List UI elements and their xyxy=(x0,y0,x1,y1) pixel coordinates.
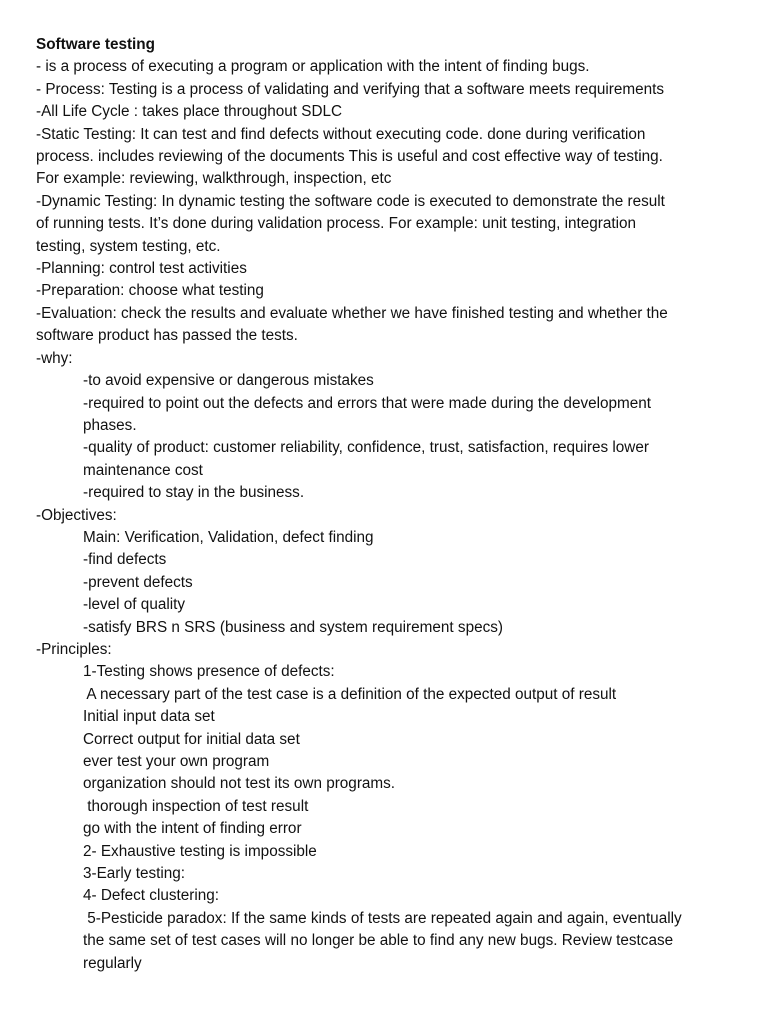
text-line: -Preparation: choose what testing xyxy=(36,282,264,300)
principles-item: regularly xyxy=(83,954,142,972)
why-item: -required to stay in the business. xyxy=(83,484,305,502)
principles-item: 1-Testing shows presence of defects: xyxy=(83,663,335,681)
text-line: -Dynamic Testing: In dynamic testing the software code is executed to demonstrate the result xyxy=(36,192,665,210)
objectives-item: -satisfy BRS n SRS (business and system requirement specs) xyxy=(83,618,503,636)
text-line: -Evaluation: check the results and evaluate whether we have finished testing and whether the xyxy=(36,304,668,322)
text-line: testing, system testing, etc. xyxy=(36,237,221,255)
objectives-item: Main: Verification, Validation, defect finding xyxy=(83,528,374,546)
principles-item: 3-Early testing: xyxy=(83,865,186,883)
why-item: -to avoid expensive or dangerous mistakes xyxy=(83,372,374,390)
why-item: maintenance cost xyxy=(83,461,203,479)
principles-item: 5-Pesticide paradox: If the same kinds of tests are repeated again and again, eventually xyxy=(83,909,682,927)
objectives-item: -find defects xyxy=(83,551,167,569)
text-line: For example: reviewing, walkthrough, inspection, etc xyxy=(36,170,392,188)
objectives-item: -prevent defects xyxy=(83,573,193,591)
principles-item: go with the intent of finding error xyxy=(83,820,302,838)
why-item: -quality of product: customer reliability, confidence, trust, satisfaction, requires lower xyxy=(83,439,649,457)
text-line: software product has passed the tests. xyxy=(36,327,298,345)
text-line: -Static Testing: It can test and find defects without executing code. done during verification xyxy=(36,125,646,143)
objectives-item: -level of quality xyxy=(83,596,186,614)
principles-item: ever test your own program xyxy=(83,753,270,770)
principles-item: Correct output for initial data set xyxy=(83,730,300,748)
text-line: - Process: Testing is a process of validating and verifying that a software meets requirements xyxy=(36,80,665,98)
text-line: - is a process of executing a program or application with the intent of finding bugs. xyxy=(36,58,590,76)
principles-item: Initial input data set xyxy=(83,708,215,726)
principles-item: A necessary part of the test case is a definition of the expected output of result xyxy=(83,685,617,703)
principles-item: 2- Exhaustive testing is impossible xyxy=(83,842,317,860)
document-page xyxy=(36,34,736,975)
text-line: process. includes reviewing of the documents This is useful and cost effective way of testing. xyxy=(36,148,663,166)
principles-item: 4- Defect clustering: xyxy=(83,887,220,905)
principles-item: the same set of test cases will no longer be able to find any new bugs. Review testcase xyxy=(83,932,674,950)
document-title: Software testing xyxy=(36,36,155,53)
why-item: phases. xyxy=(83,416,137,434)
principles-heading: -Principles: xyxy=(36,640,112,658)
principles-item: thorough inspection of test result xyxy=(83,797,309,815)
why-heading: -why: xyxy=(36,349,73,367)
text-line: of running tests. It’s done during validation process. For example: unit testing, integration xyxy=(36,215,637,233)
objectives-heading: -Objectives: xyxy=(36,506,117,524)
text-line: -All Life Cycle : takes place throughout SDLC xyxy=(36,103,343,121)
why-item: -required to point out the defects and errors that were made during the development xyxy=(83,394,652,412)
text-line: -Planning: control test activities xyxy=(36,260,247,278)
principles-item: organization should not test its own programs. xyxy=(83,775,396,793)
